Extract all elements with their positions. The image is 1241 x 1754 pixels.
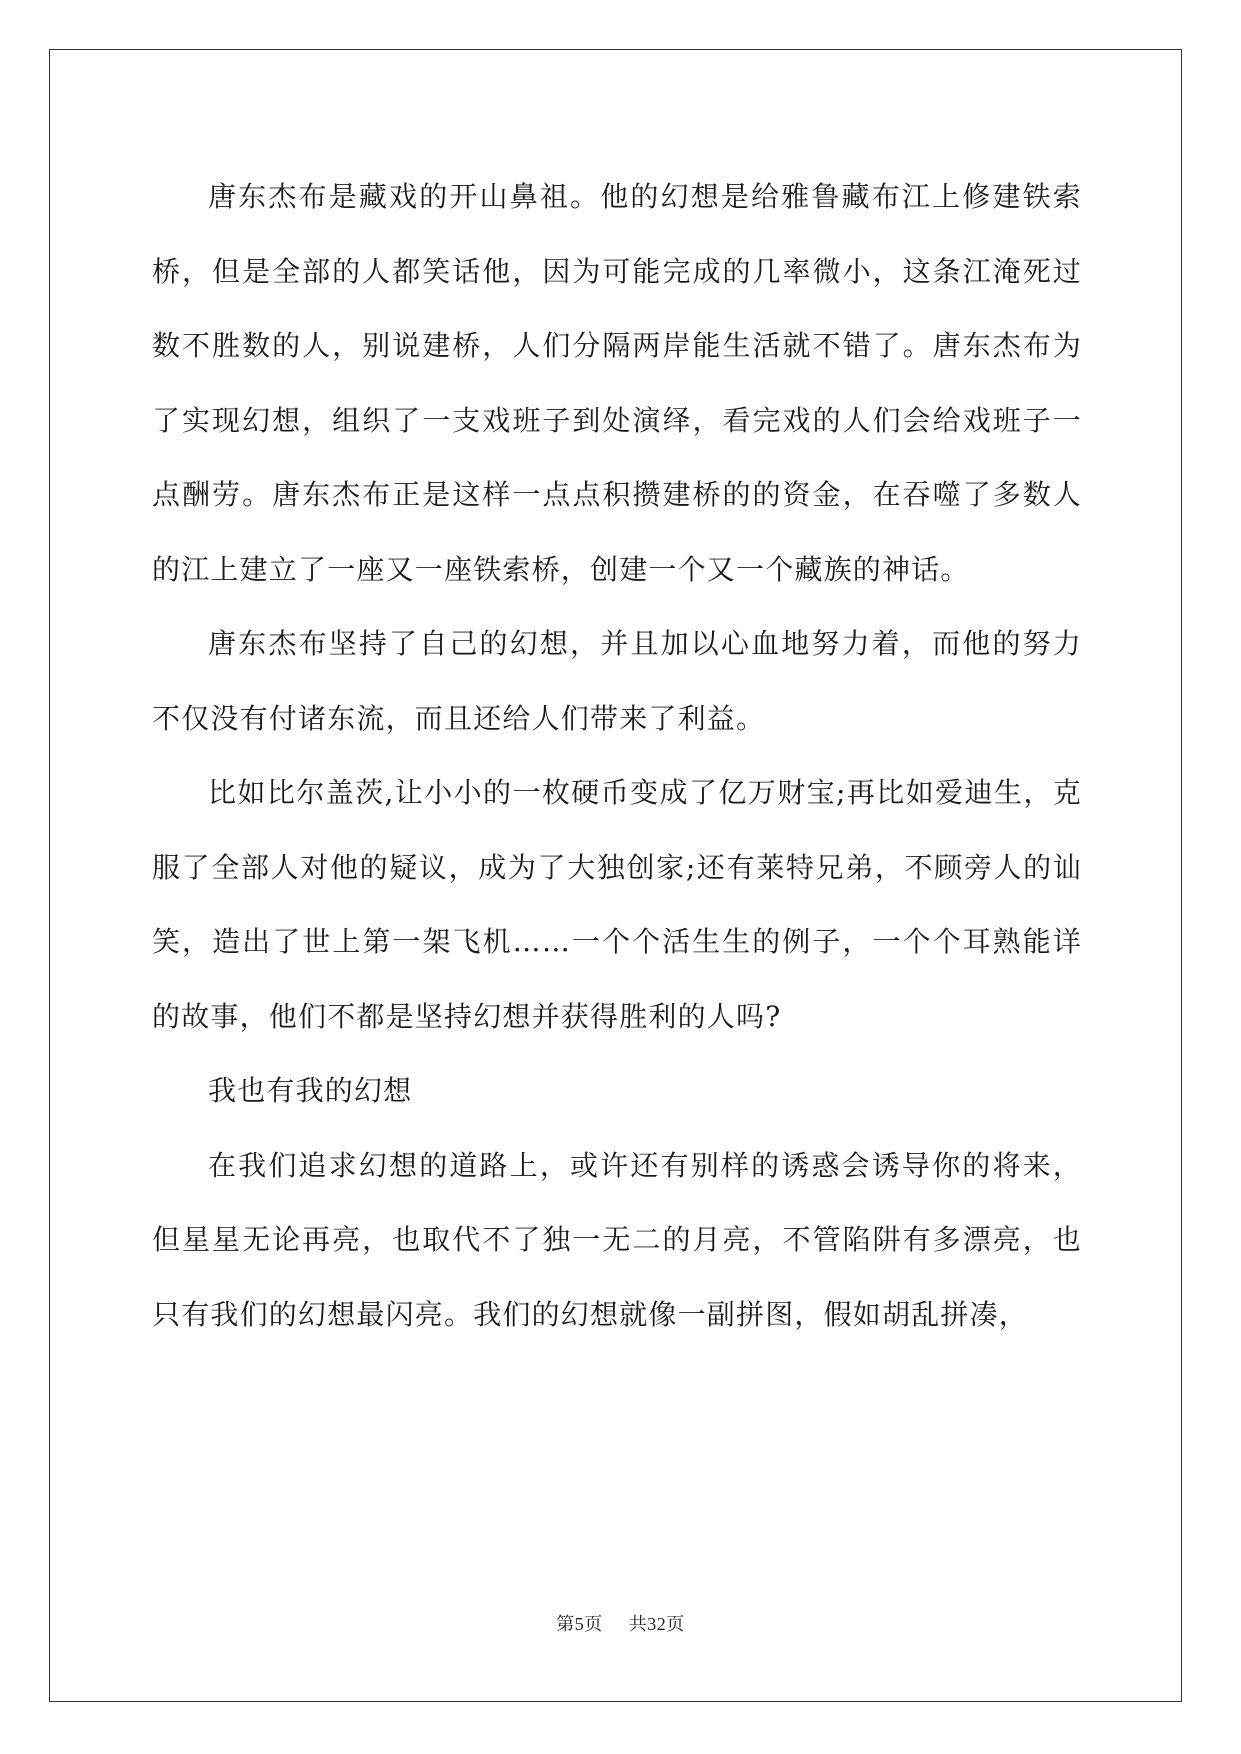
paragraph: 唐东杰布坚持了自己的幻想，并且加以心血地努力着，而他的努力不仅没有付诸东流，而且还给人们带来了利益。 <box>152 627 1082 735</box>
paragraph: 在我们追求幻想的道路上，或许还有别样的诱惑会诱导你的将来，但星星无论再亮，也取代不了独一无二的月亮，不管陷阱有多漂亮，也只有我们的幻想最闪亮。我们的幻想就像一副拼图，假如胡乱拼凑， <box>152 1148 1082 1331</box>
document-body <box>152 160 1082 1352</box>
current-page-number: 第5页 <box>556 1614 603 1634</box>
paragraph: 唐东杰布是藏戏的开山鼻祖。他的幻想是给雅鲁藏布江上修建铁索桥，但是全部的人都笑话他，因为可能完成的几率微小，这条江淹死过数不胜数的人，别说建桥，人们分隔两岸能生活就不错了。唐东杰布为了实现幻想，组织了一支戏班子到处演绎，看完戏的人们会给戏班子一点酬劳。唐东杰布正是这样一点点积攒建桥的的资金，在吞噬了多数人的江上建立了一座又一座铁索桥，创建一个又一个藏族的神话。 <box>152 180 1082 586</box>
page-footer <box>0 1610 1241 1636</box>
total-page-count: 共32页 <box>628 1614 685 1634</box>
section-heading: 我也有我的幻想 <box>208 1074 413 1107</box>
paragraph: 比如比尔盖茨,让小小的一枚硬币变成了亿万财宝;再比如爱迪生，克服了全部人对他的疑议，成为了大独创家;还有莱特兄弟，不顾旁人的讪笑，造出了世上第一架飞机……一个个活生生的例子，一个个耳熟能详的故事，他们不都是坚持幻想并获得胜利的人吗? <box>152 776 1082 1033</box>
